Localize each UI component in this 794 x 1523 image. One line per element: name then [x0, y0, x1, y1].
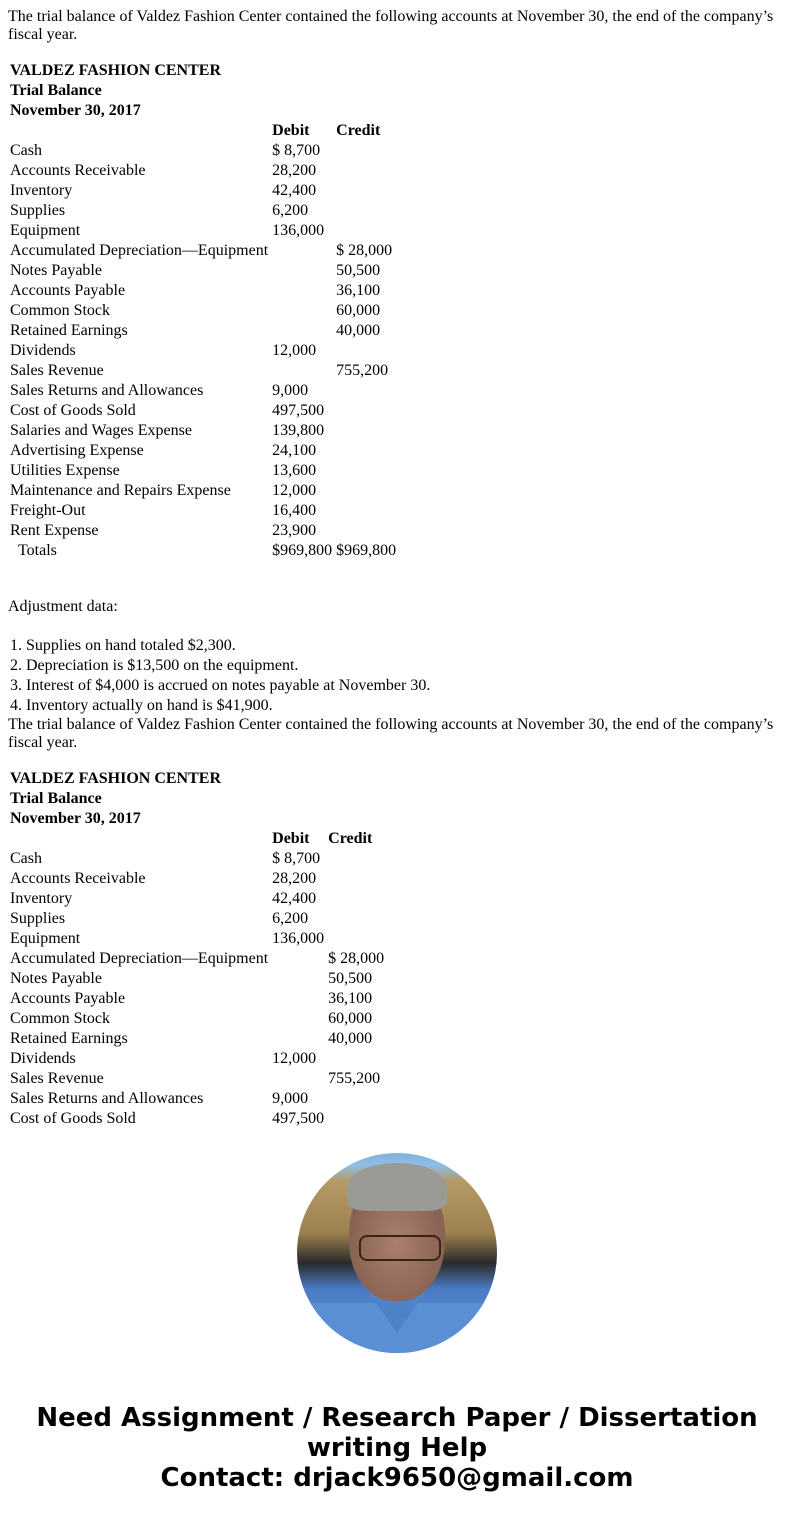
credit-amount	[336, 442, 396, 460]
account-name: Sales Returns and Allowances	[10, 1090, 204, 1107]
account-name: Accounts Payable	[10, 282, 126, 299]
column-header-row	[10, 830, 384, 848]
debit-amount: 136,000	[272, 930, 325, 947]
account-name: Accumulated Depreciation—Equipment	[10, 950, 269, 967]
column-header-row	[10, 122, 396, 140]
credit-amount: $ 28,000	[336, 242, 393, 259]
contact-banner	[0, 1403, 794, 1493]
table-row	[10, 362, 396, 380]
credit-amount	[336, 402, 396, 420]
table-row	[10, 1110, 384, 1128]
credit-amount	[328, 890, 384, 908]
table-row	[10, 202, 396, 220]
glasses-icon	[359, 1235, 441, 1261]
account-name: Cost of Goods Sold	[10, 1110, 136, 1127]
table-row	[10, 322, 396, 340]
debit-amount: 23,900	[272, 522, 317, 539]
credit-amount	[336, 342, 396, 360]
adjustment-item: 1. Supplies on hand totaled $2,300.	[10, 637, 236, 654]
adjustment-item: 2. Depreciation is $13,500 on the equipment.	[10, 657, 299, 674]
report-title: Trial Balance	[10, 790, 102, 807]
debit-amount: 42,400	[272, 182, 317, 199]
document-body	[8, 8, 786, 1130]
company-name: VALDEZ FASHION CENTER	[10, 770, 222, 787]
debit-amount: 28,200	[272, 162, 317, 179]
debit-amount: 6,200	[272, 910, 309, 927]
table-row	[10, 402, 396, 420]
avatar-hair	[347, 1163, 447, 1211]
banner-line-2: writing Help	[306, 1433, 488, 1463]
account-name: Accounts Receivable	[10, 870, 146, 887]
account-name: Common Stock	[10, 302, 111, 319]
banner-line-1: Need Assignment / Research Paper / Dissertation	[36, 1403, 758, 1433]
table-row	[10, 382, 396, 400]
account-name: Common Stock	[10, 1010, 111, 1027]
table-row	[10, 1090, 384, 1108]
table-row	[10, 482, 396, 500]
account-name: Retained Earnings	[10, 1030, 128, 1047]
credit-amount	[336, 462, 396, 480]
debit-amount	[272, 302, 334, 320]
debit-amount: 9,000	[272, 382, 309, 399]
account-name: Cost of Goods Sold	[10, 402, 136, 419]
table-row	[10, 502, 396, 520]
credit-amount: 50,500	[328, 970, 373, 987]
header-row	[10, 790, 384, 808]
account-name: Retained Earnings	[10, 322, 128, 339]
avatar	[297, 1153, 497, 1353]
account-name: Rent Expense	[10, 522, 99, 539]
company-name: VALDEZ FASHION CENTER	[10, 62, 222, 79]
credit-amount: 60,000	[328, 1010, 373, 1027]
table-row	[10, 850, 384, 868]
debit-amount: 42,400	[272, 890, 317, 907]
trial-balance-table	[8, 60, 398, 562]
table-row	[10, 182, 396, 200]
debit-amount: 497,500	[272, 402, 325, 419]
debit-amount: $ 8,700	[272, 142, 321, 159]
debit-amount	[272, 990, 326, 1008]
table-row	[10, 950, 384, 968]
table-row	[10, 262, 396, 280]
report-date: November 30, 2017	[10, 810, 141, 827]
adjustment-item: 4. Inventory actually on hand is $41,900.	[10, 697, 273, 714]
credit-amount	[336, 502, 396, 520]
trial-balance-table-repeat	[8, 768, 386, 1130]
debit-amount	[272, 362, 334, 380]
debit-amount	[272, 950, 326, 968]
account-name: Supplies	[10, 202, 66, 219]
debit-amount	[272, 322, 334, 340]
table-row	[10, 242, 396, 260]
account-name: Dividends	[10, 1050, 76, 1067]
column-header-debit: Debit	[272, 830, 310, 847]
column-header-credit: Credit	[328, 830, 373, 847]
table-row	[10, 1070, 384, 1088]
column-header-debit: Debit	[272, 122, 310, 139]
debit-amount: 497,500	[272, 1110, 325, 1127]
account-name: Sales Revenue	[10, 1070, 104, 1087]
account-name: Advertising Expense	[10, 442, 144, 459]
account-name: Accounts Payable	[10, 990, 126, 1007]
credit-amount	[328, 910, 384, 928]
debit-amount: 13,600	[272, 462, 317, 479]
account-name: Salaries and Wages Expense	[10, 422, 192, 439]
debit-amount	[272, 970, 326, 988]
account-name: Cash	[10, 142, 42, 159]
account-name: Equipment	[10, 222, 81, 239]
account-name: Cash	[10, 850, 42, 867]
table-row	[10, 342, 396, 360]
adjustment-item: 3. Interest of $4,000 is accrued on notes payable at November 30.	[10, 677, 431, 694]
table-row	[10, 462, 396, 480]
header-row	[10, 82, 396, 100]
debit-amount: 16,400	[272, 502, 317, 519]
account-name: Sales Returns and Allowances	[10, 382, 204, 399]
credit-amount	[328, 1050, 384, 1068]
table-row	[10, 990, 384, 1008]
credit-amount	[336, 222, 396, 240]
credit-amount: 755,200	[336, 362, 389, 379]
debit-amount: 9,000	[272, 1090, 309, 1107]
credit-amount	[336, 202, 396, 220]
table-row	[10, 162, 396, 180]
adjustment-heading: Adjustment data:	[8, 598, 118, 615]
table-row	[10, 302, 396, 320]
table-row	[10, 1050, 384, 1068]
debit-amount: $ 8,700	[272, 850, 321, 867]
credit-amount: 40,000	[336, 322, 381, 339]
table-row	[10, 422, 396, 440]
table-row	[10, 142, 396, 160]
credit-amount	[336, 522, 396, 540]
credit-amount	[328, 1110, 384, 1128]
header-row	[10, 62, 396, 80]
table-row	[10, 910, 384, 928]
credit-amount	[336, 422, 396, 440]
debit-amount: 139,800	[272, 422, 325, 439]
intro-paragraph: The trial balance of Valdez Fashion Center contained the following accounts at November 30, the end of the company’s fiscal year.	[8, 8, 774, 43]
credit-amount	[336, 182, 396, 200]
account-name: Maintenance and Repairs Expense	[10, 482, 231, 499]
banner-contact: Contact: drjack9650@gmail.com	[160, 1463, 634, 1493]
debit-amount	[272, 1010, 326, 1028]
debit-amount: 6,200	[272, 202, 309, 219]
header-row	[10, 770, 384, 788]
column-header-account	[10, 122, 270, 140]
credit-amount: 36,100	[328, 990, 373, 1007]
account-name: Freight-Out	[10, 502, 86, 519]
credit-amount	[336, 162, 396, 180]
credit-amount: 755,200	[328, 1070, 381, 1087]
account-name: Utilities Expense	[10, 462, 120, 479]
column-header-account	[10, 830, 270, 848]
table-row	[10, 442, 396, 460]
debit-amount	[272, 262, 334, 280]
table-row	[10, 522, 396, 540]
totals-row	[10, 542, 396, 560]
debit-amount	[272, 1070, 326, 1088]
debit-amount: 136,000	[272, 222, 325, 239]
credit-amount	[328, 850, 384, 868]
table-row	[10, 870, 384, 888]
debit-amount: 24,100	[272, 442, 317, 459]
credit-amount	[328, 1090, 384, 1108]
debit-amount	[272, 282, 334, 300]
account-name: Sales Revenue	[10, 362, 104, 379]
account-name: Inventory	[10, 890, 73, 907]
header-row	[10, 810, 384, 828]
adjustment-list	[10, 636, 786, 716]
account-name: Accumulated Depreciation—Equipment	[10, 242, 269, 259]
totals-credit: $969,800	[336, 542, 397, 559]
account-name: Accounts Receivable	[10, 162, 146, 179]
table-row	[10, 1030, 384, 1048]
account-name: Dividends	[10, 342, 76, 359]
table-row	[10, 222, 396, 240]
debit-amount: 28,200	[272, 870, 317, 887]
debit-amount: 12,000	[272, 482, 317, 499]
account-name: Inventory	[10, 182, 73, 199]
totals-label: Totals	[18, 542, 57, 559]
account-name: Supplies	[10, 910, 66, 927]
column-header-credit: Credit	[336, 122, 381, 139]
credit-amount: $ 28,000	[328, 950, 385, 967]
table-row	[10, 890, 384, 908]
report-date: November 30, 2017	[10, 102, 141, 119]
debit-amount	[272, 242, 334, 260]
credit-amount	[328, 930, 384, 948]
credit-amount	[336, 382, 396, 400]
credit-amount: 40,000	[328, 1030, 373, 1047]
credit-amount: 60,000	[336, 302, 381, 319]
debit-amount: 12,000	[272, 342, 317, 359]
credit-amount: 36,100	[336, 282, 381, 299]
intro-paragraph-repeat: The trial balance of Valdez Fashion Center contained the following accounts at November 30, the end of the company’s fiscal year.	[8, 716, 774, 751]
credit-amount	[336, 142, 396, 160]
table-row	[10, 970, 384, 988]
table-row	[10, 282, 396, 300]
account-name: Notes Payable	[10, 262, 102, 279]
table-row	[10, 930, 384, 948]
credit-amount	[328, 870, 384, 888]
header-row	[10, 102, 396, 120]
report-title: Trial Balance	[10, 82, 102, 99]
table-row	[10, 1010, 384, 1028]
totals-debit: $969,800	[272, 542, 333, 559]
account-name: Notes Payable	[10, 970, 102, 987]
credit-amount	[336, 482, 396, 500]
debit-amount: 12,000	[272, 1050, 317, 1067]
debit-amount	[272, 1030, 326, 1048]
account-name: Equipment	[10, 930, 81, 947]
credit-amount: 50,500	[336, 262, 381, 279]
